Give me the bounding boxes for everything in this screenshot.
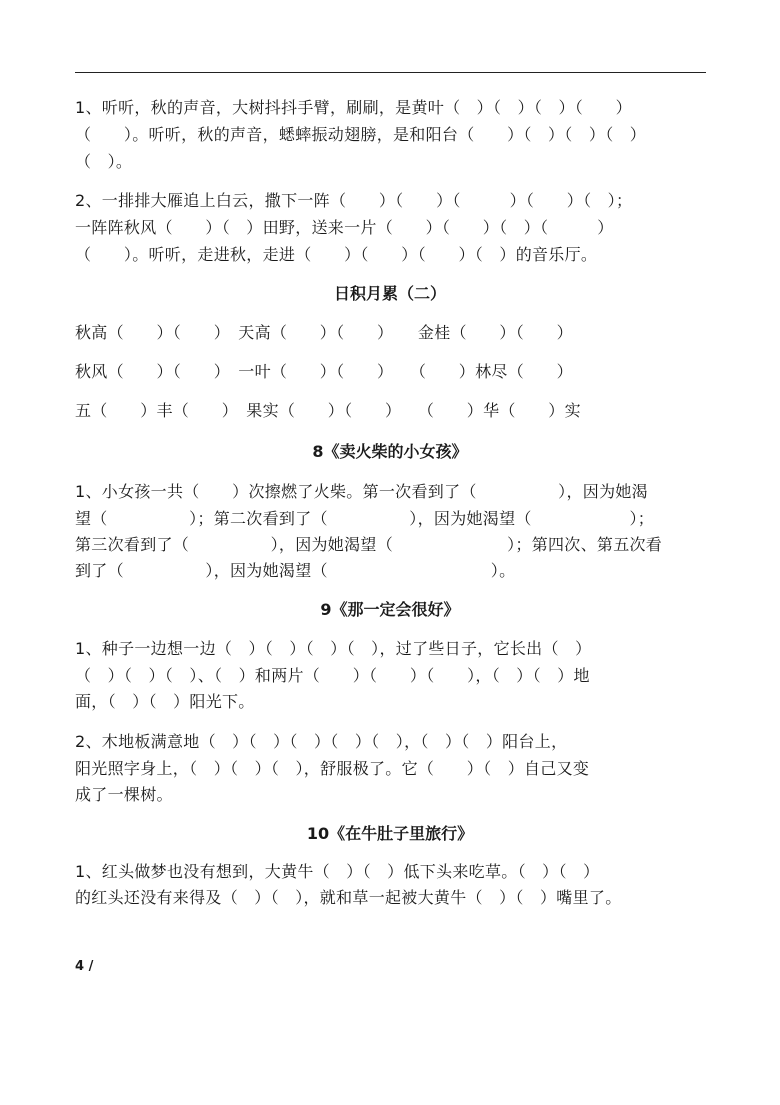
idiom-row-2: 秋风（ ）（ ） 一叶（ ）（ ） （ ）林尽（ ） (75, 362, 573, 381)
lesson-10-title: 10《在牛肚子里旅行》 (306, 824, 474, 843)
lesson-9-q1-line-2: （ ）（ ）（ ）、（ ）和两片（ ）（ ）（ ），（ ）（ ）地 (75, 666, 590, 685)
rijiyuelei-title: 日积月累（二） (333, 284, 446, 303)
q2-line-3: （ ）。听听，走进秋，走进（ ）（ ）（ ）（ ）的音乐厅。 (75, 245, 598, 264)
lesson-10-line-2: 的红头还没有来得及（ ）（ ），就和草一起被大黄牛（ ）（ ）嘴里了。 (75, 888, 622, 907)
q1-line-1: 1、听听，秋的声音，大树抖抖手臂，刷刷，是黄叶（ ）（ ）（ ）（ ） (75, 98, 632, 117)
lesson-9-q1-line-1: 1、种子一边想一边（ ）（ ）（ ）（ ），过了些日子，它长出（ ） (75, 639, 592, 658)
lesson-9-q2-line-3: 成了一棵树。 (75, 785, 173, 804)
lesson-8-title: 8《卖火柴的小女孩》 (312, 442, 468, 461)
lesson-10-line-1: 1、红头做梦也没有想到，大黄牛（ ）（ ）低下头来吃草。（ ）（ ） (75, 862, 600, 881)
lesson-9-q1-line-3: 面，（ ）（ ）阳光下。 (75, 692, 255, 711)
q2-line-1: 2、一排排大雁追上白云，撒下一阵（ ）（ ）（ ）（ ）（ ）； (75, 191, 633, 210)
q2-line-2: 一阵阵秋风（ ）（ ）田野，送来一片（ ）（ ）（ ）（ ） (75, 218, 614, 237)
lesson-9-title: 9《那一定会很好》 (320, 600, 460, 619)
q1-line-2: （ ）。听听，秋的声音，蟋蟀振动翅膀，是和阳台（ ）（ ）（ ）（ ） (75, 125, 647, 144)
lesson-8-line-1: 1、小女孩一共（ ）次擦燃了火柴。第一次看到了（ ），因为她渴 (75, 482, 648, 501)
page-number: 4 / (75, 959, 94, 974)
q1-line-3: （ ）。 (75, 152, 133, 171)
idiom-row-3: 五（ ）丰（ ） 果实（ ）（ ） （ ）华（ ）实 (75, 401, 581, 420)
header-rule (75, 72, 706, 73)
lesson-9-q2-line-2: 阳光照字身上，（ ）（ ）（ ），舒服极了。它（ ）（ ）自己又变 (75, 759, 590, 778)
lesson-8-line-2: 望（ ）；第二次看到了（ ），因为她渴望（ ）； (75, 509, 655, 528)
idiom-row-1: 秋高（ ）（ ） 天高（ ）（ ） 金桂（ ）（ ） (75, 323, 573, 342)
lesson-8-line-3: 第三次看到了（ ），因为她渴望（ ）；第四次、第五次看 (75, 535, 663, 554)
lesson-8-line-4: 到了（ ），因为她渴望（ ）。 (75, 561, 516, 580)
lesson-9-q2-line-1: 2、木地板满意地（ ）（ ）（ ）（ ）（ ），（ ）（ ）阳台上， (75, 732, 568, 751)
